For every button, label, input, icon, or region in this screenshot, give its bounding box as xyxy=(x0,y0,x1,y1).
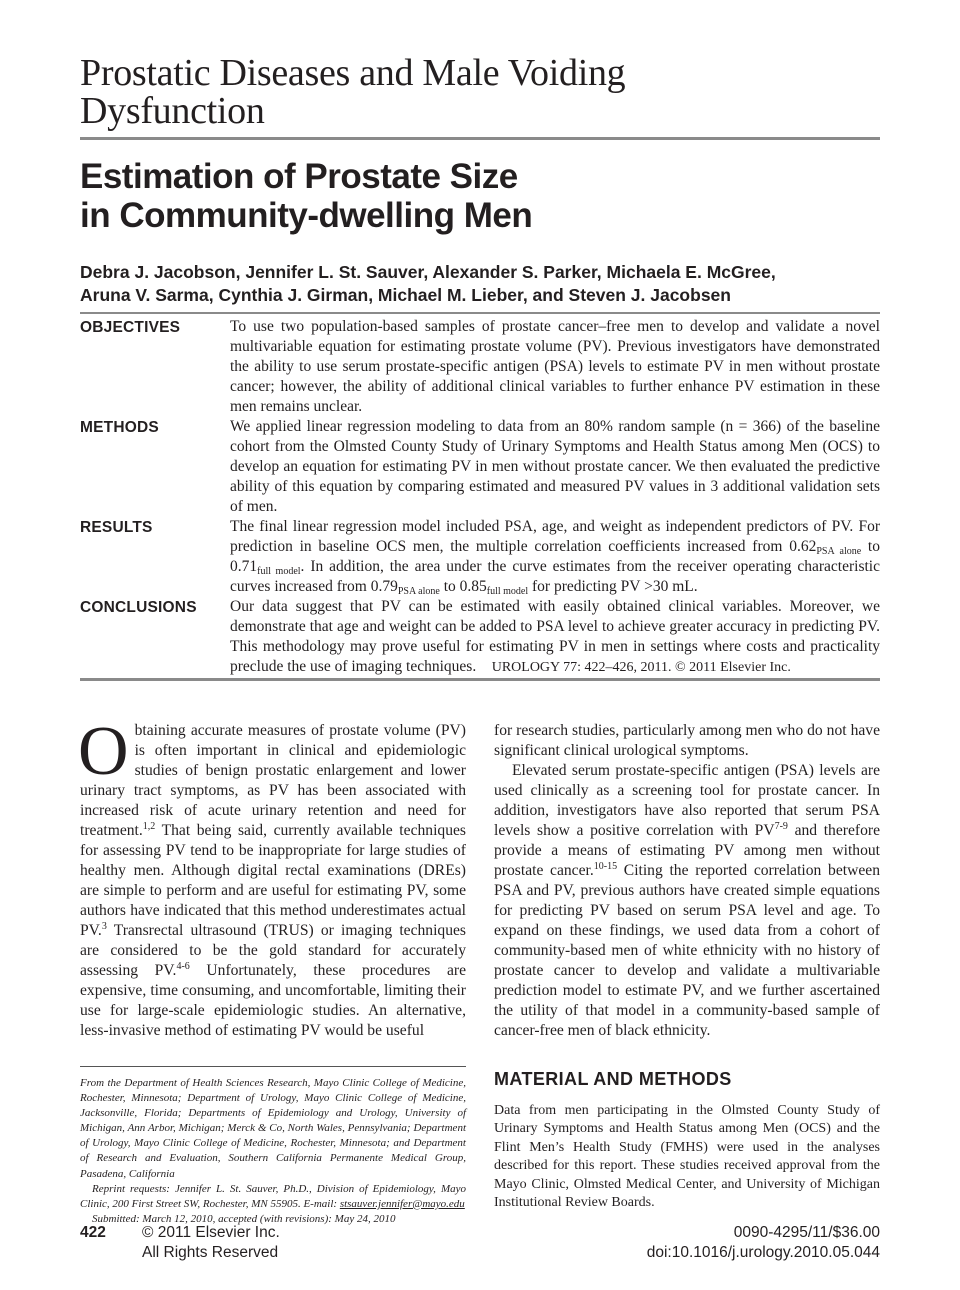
methods-text: We applied linear regression modeling to data from an 80% random sample (n = 366) of the baseline cohort from the Olmsted County Study of Urinary Symptoms and Health Status among Men (OCS) to develop an equation for estimating PV in men without prostate cancer. We then evaluated the predictive ability of this equation by comparing estimated and measured PV values in 3 additional validation sets of men. xyxy=(230,418,880,515)
journal-section-title xyxy=(80,54,880,130)
results-subscript: full model xyxy=(486,586,529,597)
conclusions-label: CONCLUSIONS xyxy=(80,599,197,616)
author-line: Debra J. Jacobson, Jennifer L. St. Sauver, Alexander S. Parker, Michaela E. McGree, xyxy=(80,262,776,282)
reference-marker: 3 xyxy=(101,921,107,932)
copyright: © 2011 Elsevier Inc. xyxy=(142,1224,280,1241)
footnotes xyxy=(80,1076,466,1227)
conclusions-body: Our data suggest that PV can be estimated with easily obtained clinical variables. Moreover, we demonstrate that age and weight can be added to PSA level to achieve greater accuracy in predicting PV. This methodology may prove useful for estimating PV in men in settings where costs and practicality preclude the use of imaging techniques. xyxy=(230,598,880,675)
methods-paragraph: Data from men participating in the Olmsted County Study of Urinary Symptoms and Health Status among Men (OCS) and the Flint Men’s Health Study (FMHS) were used in the analyses described for this report. These studies received approval from the Mayo Clinic, Olmsted Medical Center, and University of Michigan Institutional Review Boards. xyxy=(494,1103,880,1211)
abstract-top-divider xyxy=(80,312,880,314)
reference-marker: 10-15 xyxy=(593,861,618,872)
paragraph-text: btaining accurate measures of prostate volume (PV) is often important in clinical and epidemiologic studies of benign prostatic enlargement and lower urinary tract symptoms, as PV has been associated with increased risk of acute urinary retention and need for treatment. xyxy=(80,722,466,839)
submitted-footnote: Submitted: March 12, 2010, accepted (with revisions): May 24, 2010 xyxy=(92,1212,396,1225)
article-title-line: in Community-dwelling Men xyxy=(80,196,533,235)
journal-citation: UROLOGY 77: 422–426, 2011. © 2011 Elsevier Inc. xyxy=(491,660,791,675)
article-title xyxy=(80,157,880,235)
abstract-bottom-divider xyxy=(80,678,880,681)
results-subscript: PSA alone xyxy=(397,586,440,597)
results-subscript: full model xyxy=(257,566,301,577)
section-title-line: Dysfunction xyxy=(80,90,265,132)
objectives-label: OBJECTIVES xyxy=(80,319,181,336)
paragraph xyxy=(494,761,880,1041)
paragraph-text: Citing the reported correlation between PSA and PV, previous authors have created simple equations for predicting PV based on serum PSA level and age. To expand on these findings, we used data from a cohort of community-based men of white ethnicity with no history of prostate cancer to develop and validate a multivariable prediction model to estimate PV, and we further ascertained the utility of that model in a community-based sample of cancer-free men of black ethnicity. xyxy=(494,862,880,1039)
paragraph-text: That being said, currently available techniques for assessing PV tend to be inappropriate for large studies of healthy men. Although digital rectal examinations (DREs) are simple to perform and are useful for estimating PV, some authors have indicated that this method underestimates actual PV. xyxy=(80,822,466,939)
results-text-part: to 0.85 xyxy=(439,578,487,595)
paragraph-text: Elevated serum prostate-specific antigen (PSA) levels are used clinically as a screening tool for prostate cancer. In addition, investigators have also reported that serum PSA levels show a positive correlation with PV xyxy=(494,762,880,839)
author-line: Aruna V. Sarma, Cynthia J. Girman, Michael M. Lieber, and Steven J. Jacobsen xyxy=(80,285,731,305)
conclusions-text xyxy=(230,597,880,678)
methods-label: METHODS xyxy=(80,419,159,436)
results-subscript: PSA alone xyxy=(816,546,862,557)
drop-cap: O xyxy=(78,713,129,790)
paragraph-text: and therefore provide a means of estimating PV among men without prostate cancer. xyxy=(494,822,880,879)
results-label: RESULTS xyxy=(80,519,153,536)
rights-reserved: All Rights Reserved xyxy=(142,1244,279,1261)
methods-section-heading: MATERIAL AND METHODS xyxy=(494,1069,732,1089)
author-list xyxy=(80,261,880,307)
email-link[interactable]: stsauver.jennifer@mayo.edu xyxy=(339,1197,465,1210)
results-text-part: for predicting PV >30 mL. xyxy=(528,578,698,595)
results-text xyxy=(230,517,880,597)
reference-marker: 4-6 xyxy=(176,961,190,972)
article-title-line: Estimation of Prostate Size xyxy=(80,157,518,196)
reprint-text: Reprint requests: Jennifer L. St. Sauver, Ph.D., Division of Epidemiology, Mayo Clinic, 200 First Street SW, Rochester, MN 55905. E-mail: xyxy=(80,1182,466,1210)
page-number: 422 xyxy=(80,1224,106,1241)
reference-marker: 1,2 xyxy=(142,821,156,832)
reference-marker: 7-9 xyxy=(774,821,788,832)
section-title-line: Prostatic Diseases and Male Voiding xyxy=(80,52,626,94)
issn: 0090-4295/11/$36.00 xyxy=(733,1224,880,1241)
footnote-divider xyxy=(80,1066,466,1067)
results-text-part: . In addition, the area under the curve estimates from the receiver operating characteristic curves increased from 0.79 xyxy=(230,558,880,595)
objectives-text: To use two population-based samples of prostate cancer–free men to develop and validate a novel multivariable equation for estimating prostate volume (PV). Previous investigators have demonstrated the ability to use serum prostate-specific antigen (PSA) levels to estimate PV in men without prostate cancer; however, the ability of additional clinical variables to further enhance PV estimation in these men remains unclear. xyxy=(230,318,880,415)
results-text-part: to 0.71 xyxy=(230,538,880,575)
reprint-footnote xyxy=(80,1182,466,1212)
doi[interactable]: doi:10.1016/j.urology.2010.05.044 xyxy=(646,1244,880,1261)
affiliations-footnote: From the Department of Health Sciences Research, Mayo Clinic College of Medicine, Rochester, Minnesota; Department of Urology, Mayo Clinic College of Medicine, Jacksonville, Florida; Departments of Epidemiology and Urology, University of Michigan, Ann Arbor, Michigan; Merck & Co, North Wales, Pennsylvania; Department of Urology, Mayo Clinic College of Medicine, Rochester, Minnesota; and Department of Research and Evaluation, Southern California Permanente Medical Group, Pasadena, California xyxy=(80,1077,466,1180)
paragraph-text: Unfortunately, these procedures are expensive, time consuming, and uncomfortable, limiting their use for large-scale epidemiologic studies. An alternative, less-invasive method of estimating PV would be useful xyxy=(80,962,466,1039)
body-column-right xyxy=(494,721,880,1041)
intro-paragraph xyxy=(78,713,466,1041)
results-text-part: The final linear regression model included PSA, age, and weight as independent predictors of PV. For prediction in baseline OCS men, the multiple correlation coefficients increased from 0.62 xyxy=(230,518,880,555)
section-divider xyxy=(80,137,880,140)
paragraph: for research studies, particularly among men who do not have significant clinical urological symptoms. xyxy=(494,722,880,759)
paragraph-text: Transrectal ultrasound (TRUS) or imaging techniques are considered to be the gold standard for accurately assessing PV. xyxy=(80,922,466,979)
body-column-left xyxy=(78,713,466,1041)
